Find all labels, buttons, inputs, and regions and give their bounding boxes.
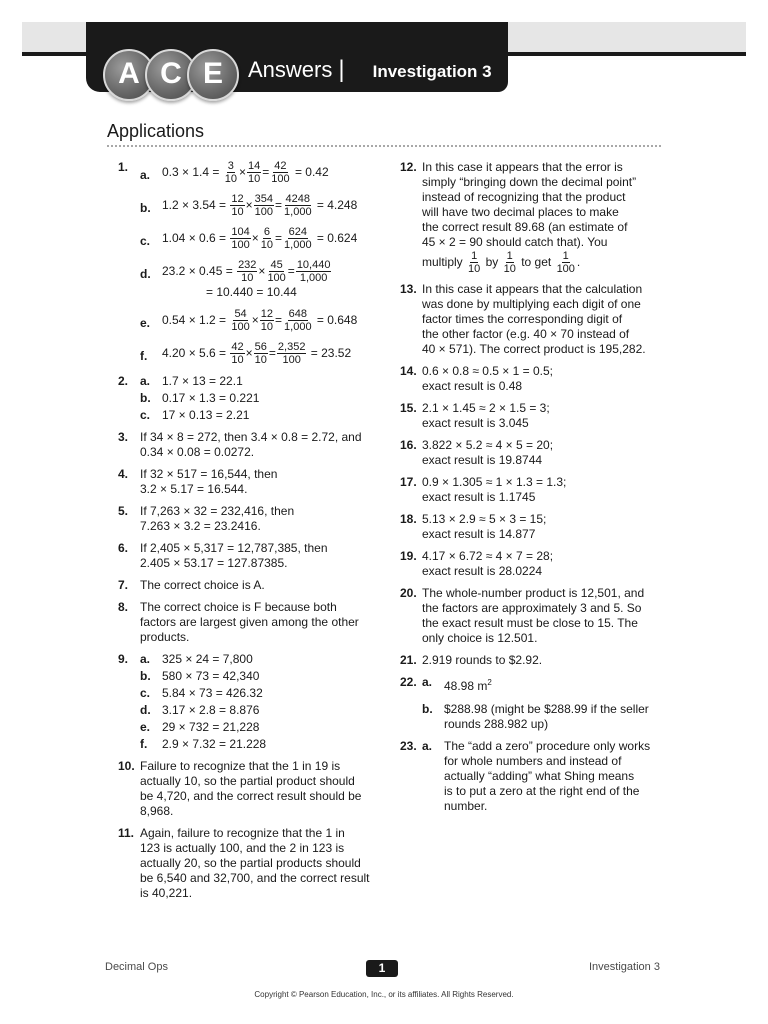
question-number: 23. <box>400 739 417 753</box>
text-line: 7.263 × 3.2 = 23.2416. <box>140 519 261 533</box>
equation-text: 23.2 × 0.45 = <box>162 264 237 278</box>
numerator: 232 <box>238 259 257 271</box>
answer-part <box>140 391 388 406</box>
answer-part <box>140 669 388 684</box>
text-line: the factors are approximately 3 and 5. So <box>422 601 642 615</box>
answer-part <box>140 720 388 735</box>
right-column <box>400 160 664 821</box>
part-text: 17 × 0.13 = 2.21 <box>162 408 250 422</box>
equation-text: × <box>258 264 266 278</box>
text-line: be 4,720, and the correct result should be <box>140 789 362 803</box>
text-line: In this case it appears that the error is <box>422 160 623 174</box>
answer-text <box>422 512 664 542</box>
question-number: 12. <box>400 160 417 174</box>
denominator: 10 <box>503 263 516 275</box>
numerator: 42 <box>231 341 244 353</box>
answer-text <box>140 541 388 571</box>
equation-text: × <box>251 313 259 327</box>
logo-ball-a: A <box>103 49 155 101</box>
question-item <box>400 282 664 357</box>
text-line: 8,968. <box>140 804 174 818</box>
numerator: 45 <box>270 259 283 271</box>
equation-text: multiply <box>422 255 467 269</box>
equation-text: 0.3 × 1.4 = <box>162 165 223 179</box>
question-12 <box>400 160 664 275</box>
answer-text <box>140 504 388 534</box>
question-number: 22. <box>400 675 417 689</box>
equation-text: = 0.42 <box>291 165 329 179</box>
question-item <box>118 430 388 460</box>
section-title: Applications <box>107 121 205 141</box>
question-item <box>400 438 664 468</box>
question-item <box>400 475 664 505</box>
numerator: 354 <box>254 193 274 205</box>
answer-text <box>140 430 388 460</box>
question-item <box>118 541 388 571</box>
text-line: exact result is 28.0224 <box>422 564 543 578</box>
fraction <box>467 250 481 275</box>
logo-ball-e: E <box>187 49 239 101</box>
equation-text: . <box>576 255 581 269</box>
part-text: 0.17 × 1.3 = 0.221 <box>162 391 260 405</box>
text-line: the other factor (e.g. 40 × 70 instead of <box>422 327 630 341</box>
question-number: 21. <box>400 653 417 667</box>
numerator: 12 <box>260 308 274 320</box>
text-line: If 34 × 8 = 272, then 3.4 × 0.8 = 2.72, and <box>140 430 362 444</box>
text-line: 2.405 × 53.17 = 127.87385. <box>140 556 288 570</box>
answer-text <box>422 653 664 668</box>
answer-text <box>422 549 664 579</box>
denominator: 100 <box>254 206 274 218</box>
numerator: 648 <box>288 308 307 320</box>
fraction <box>237 259 257 284</box>
equation-text: by <box>482 255 502 269</box>
text-line: 123 is actually 100, and the 2 in 123 is <box>140 841 345 855</box>
question-9 <box>118 652 388 752</box>
denominator: 100 <box>556 263 575 275</box>
numerator: 1 <box>562 250 569 262</box>
text-line: for whole numbers and instead of <box>444 754 622 768</box>
equation-text: × <box>245 198 253 212</box>
question-number: 1. <box>118 160 129 174</box>
answer-text <box>422 586 664 646</box>
answer-text <box>140 467 388 497</box>
denominator: 10 <box>231 354 244 366</box>
area-value: 48.98 m <box>444 679 488 693</box>
equation-text: = <box>275 313 283 327</box>
question-2 <box>118 374 388 423</box>
answer-text <box>140 759 388 819</box>
equation-text: = <box>287 264 295 278</box>
questions-10-to-11 <box>118 759 388 901</box>
section-divider <box>107 145 661 147</box>
question-number: 13. <box>400 282 417 296</box>
text-line: exact result is 19.8744 <box>422 453 543 467</box>
question-item <box>118 504 388 534</box>
question-number: 19. <box>400 549 417 563</box>
question-item <box>400 653 664 668</box>
fraction <box>254 341 268 366</box>
text-line: the exact result must be close to 15. The <box>422 616 638 630</box>
question-number: 18. <box>400 512 417 526</box>
text-line: rounds 288.982 up) <box>444 717 549 731</box>
equation <box>162 341 388 366</box>
denominator: 10 <box>231 206 244 218</box>
text-line: is 40,221. <box>140 886 193 900</box>
text-line: was done by multiplying each digit of one <box>422 297 641 311</box>
header-answers: Answers <box>248 57 333 82</box>
numerator: 6 <box>263 226 270 238</box>
text-line: 2.1 × 1.45 ≈ 2 × 1.5 = 3; <box>422 401 550 415</box>
questions-13-to-21 <box>400 282 664 668</box>
numerator: 624 <box>288 226 307 238</box>
answer-part <box>140 408 388 423</box>
answer-part <box>140 703 388 718</box>
numerator: 1 <box>471 250 478 262</box>
logo-ball-c: C <box>145 49 197 101</box>
question-item <box>118 467 388 497</box>
answer-text <box>422 282 664 357</box>
text-line: The “add a zero” procedure only works <box>444 739 651 753</box>
part-label: a. <box>422 675 433 689</box>
text-line: 5.13 × 2.9 ≈ 5 × 3 = 15; <box>422 512 547 526</box>
fraction <box>283 226 313 251</box>
denominator: 1,000 <box>284 239 312 251</box>
denominator: 10 <box>241 272 254 284</box>
question-1-part <box>140 308 388 333</box>
question-number: 16. <box>400 438 417 452</box>
text-line: exact result is 0.48 <box>422 379 523 393</box>
text-line: actually “adding” what Shing means <box>444 769 635 783</box>
fraction <box>224 160 238 185</box>
question-item <box>400 549 664 579</box>
numerator: 10,440 <box>296 259 331 271</box>
questions-3-to-8 <box>118 430 388 645</box>
question-23-part-a <box>422 739 664 814</box>
denominator: 100 <box>267 272 286 284</box>
copyright-notice: Copyright © Pearson Education, Inc., or its affiliates. All Rights Reserved. <box>254 990 514 999</box>
equation-text: = 4.248 <box>313 198 358 212</box>
question-number: 10. <box>118 759 135 773</box>
fraction <box>270 160 290 185</box>
numerator: 42 <box>274 160 287 172</box>
denominator: 10 <box>468 263 481 275</box>
question-item <box>400 512 664 542</box>
fraction <box>247 160 261 185</box>
footer-unit-name: Decimal Ops <box>105 961 168 973</box>
equation <box>162 193 388 218</box>
equation-text: 1.2 × 3.54 = <box>162 198 230 212</box>
answer-text <box>140 826 388 901</box>
answer-text <box>140 600 388 645</box>
answer-text <box>422 401 664 431</box>
fraction <box>254 193 274 218</box>
question-number: 8. <box>118 600 129 614</box>
question-number: 20. <box>400 586 417 600</box>
text-line: If 7,263 × 32 = 232,416, then <box>140 504 295 518</box>
header-separator: | <box>338 56 345 83</box>
text-line: 40 × 571). The correct product is 195,282. <box>422 342 646 356</box>
text-line: the correct result 89.68 (an estimate of <box>422 220 628 234</box>
question-1-parts <box>140 160 388 366</box>
part-label: d. <box>140 703 151 717</box>
equation-text: = 23.52 <box>307 346 352 360</box>
equation-text: × <box>245 346 253 360</box>
part-label: a. <box>422 739 433 753</box>
text-line: be 6,540 and 32,700, and the correct result <box>140 871 370 885</box>
equation-text: to get <box>517 255 555 269</box>
answer-text <box>422 438 664 468</box>
equation <box>162 259 388 284</box>
text-line: 3.822 × 5.2 ≈ 4 × 5 = 20; <box>422 438 554 452</box>
equation-text: = <box>262 165 270 179</box>
text-line: factors are largest given among the other <box>140 615 359 629</box>
text-line: Failure to recognize that the 1 in 19 is <box>140 759 341 773</box>
part-label: f. <box>140 737 148 751</box>
fraction <box>296 259 332 284</box>
part-text: 1.7 × 13 = 22.1 <box>162 374 243 388</box>
equation-text: = 0.624 <box>313 231 358 245</box>
question-number: 3. <box>118 430 129 444</box>
text-line: exact result is 3.045 <box>422 416 529 430</box>
denominator: 100 <box>282 354 301 366</box>
question-1 <box>118 160 388 366</box>
question-1-part <box>140 226 388 251</box>
equation-text: = 0.648 <box>313 313 358 327</box>
equation-text: = <box>275 198 283 212</box>
denominator: 1,000 <box>284 321 312 333</box>
equation-text: 1.04 × 0.6 = <box>162 231 230 245</box>
part-text <box>444 702 664 732</box>
text-line: number. <box>444 799 488 813</box>
text-line: exact result is 1.1745 <box>422 490 536 504</box>
equation <box>162 160 388 185</box>
question-22-part-b <box>422 702 664 732</box>
denominator: 100 <box>231 321 250 333</box>
denominator: 100 <box>271 173 290 185</box>
numerator: 14 <box>247 160 261 172</box>
part-label: a. <box>140 374 151 388</box>
fraction <box>277 341 307 366</box>
fraction <box>230 226 250 251</box>
question-item <box>400 586 664 646</box>
exponent: 2 <box>487 678 492 687</box>
header-title <box>248 56 492 84</box>
numerator: 12 <box>231 193 244 205</box>
text-line: will have two decimal places to make <box>422 205 619 219</box>
part-label: c. <box>140 686 151 700</box>
fraction <box>556 250 576 275</box>
part-text: 2.9 × 7.32 = 21.228 <box>162 737 267 751</box>
equation <box>162 226 388 251</box>
question-item <box>118 578 388 593</box>
answer-part <box>140 374 388 389</box>
question-number: 9. <box>118 652 129 666</box>
header-subtitle: Investigation 3 <box>372 62 492 81</box>
denominator: 1,000 <box>299 272 328 284</box>
question-item <box>400 364 664 394</box>
question-number: 2. <box>118 374 129 388</box>
question-number: 11. <box>118 826 135 840</box>
text-line: 0.9 × 1.305 ≈ 1 × 1.3 = 1.3; <box>422 475 567 489</box>
text-line: is to put a zero at the right end of the <box>444 784 640 798</box>
part-text: 5.84 × 73 = 426.32 <box>162 686 263 700</box>
question-number: 5. <box>118 504 129 518</box>
question-1-part <box>140 160 388 185</box>
answer-part <box>140 686 388 701</box>
text-line: exact result is 14.877 <box>422 527 536 541</box>
fraction <box>503 250 517 275</box>
denominator: 1,000 <box>284 206 312 218</box>
answer-text <box>140 578 388 593</box>
answer-part <box>140 737 388 752</box>
part-label: f. <box>140 349 148 363</box>
text-line: products. <box>140 630 190 644</box>
denominator: 10 <box>224 173 237 185</box>
text-line: The whole-number product is 12,501, and <box>422 586 645 600</box>
question-1-part <box>140 193 388 218</box>
question-number: 6. <box>118 541 129 555</box>
question-1-part <box>140 341 388 366</box>
part-text: 325 × 24 = 7,800 <box>162 652 253 666</box>
numerator: 2,352 <box>277 341 306 353</box>
part-label: d. <box>140 267 151 281</box>
fraction <box>230 193 244 218</box>
fraction <box>283 193 313 218</box>
question-item <box>118 759 388 819</box>
text-line: If 2,405 × 5,317 = 12,787,385, then <box>140 541 328 555</box>
text-line: only choice is 12.501. <box>422 631 538 645</box>
denominator: 10 <box>254 354 267 366</box>
text-line: 4.17 × 6.72 ≈ 4 × 7 = 28; <box>422 549 554 563</box>
part-text: 29 × 732 = 21,228 <box>162 720 260 734</box>
text-line: actually 20, so the partial products should <box>140 856 361 870</box>
text-line: actually 10, so the partial product should <box>140 774 355 788</box>
question-number: 4. <box>118 467 129 481</box>
part-text <box>444 739 664 814</box>
text-line: If 32 × 517 = 16,544, then <box>140 467 278 481</box>
question-number: 17. <box>400 475 417 489</box>
part-label: e. <box>140 316 151 330</box>
text-line: instead of recognizing that the product <box>422 190 626 204</box>
equation-continuation: = 10.440 = 10.44 <box>206 285 297 299</box>
part-label: b. <box>422 702 433 716</box>
question-number: 14. <box>400 364 417 378</box>
question-number: 7. <box>118 578 129 592</box>
question-item <box>400 401 664 431</box>
equation-text: 4.20 × 5.6 = <box>162 346 230 360</box>
text-line: 3.2 × 5.17 = 16.544. <box>140 482 248 496</box>
part-label: b. <box>140 391 151 405</box>
text-line: 0.34 × 0.08 = 0.0272. <box>140 445 255 459</box>
question-9-parts <box>140 652 388 752</box>
footer-investigation: Investigation 3 <box>589 961 660 973</box>
question-1-part <box>140 259 388 300</box>
part-label: e. <box>140 720 151 734</box>
answer-part <box>140 652 388 667</box>
question-22 <box>400 675 664 732</box>
text-line: 45 × 2 = 90 should catch that). You <box>422 235 608 249</box>
denominator: 10 <box>260 239 274 251</box>
left-column <box>118 160 388 908</box>
question-12-text <box>422 160 664 250</box>
text-line: The correct choice is F because both <box>140 600 337 614</box>
equation-text: = <box>275 231 283 245</box>
text-line: factor times the corresponding digit of <box>422 312 623 326</box>
denominator: 10 <box>247 173 261 185</box>
part-label: a. <box>140 168 151 182</box>
fraction <box>230 341 244 366</box>
text-line: $288.98 (might be $288.99 if the seller <box>444 702 649 716</box>
equation <box>162 308 388 333</box>
question-number: 15. <box>400 401 417 415</box>
part-label: b. <box>140 669 151 683</box>
text-line: Again, failure to recognize that the 1 in <box>140 826 345 840</box>
fraction <box>260 226 274 251</box>
part-text: 3.17 × 2.8 = 8.876 <box>162 703 260 717</box>
part-label: a. <box>140 652 151 666</box>
denominator: 10 <box>260 321 274 333</box>
question-12-fraction-line <box>422 250 664 275</box>
question-2-parts <box>140 374 388 423</box>
equation-text: = <box>268 346 276 360</box>
answer-text <box>422 364 664 394</box>
numerator: 3 <box>227 160 234 172</box>
numerator: 1 <box>506 250 513 262</box>
numerator: 54 <box>234 308 247 320</box>
part-text <box>444 675 664 694</box>
fraction <box>230 308 250 333</box>
text-line: 0.6 × 0.8 ≈ 0.5 × 1 = 0.5; <box>422 364 554 378</box>
text-line: 2.919 rounds to $2.92. <box>422 653 543 667</box>
ace-logo <box>103 49 233 101</box>
equation-text: × <box>251 231 259 245</box>
text-line: The correct choice is A. <box>140 578 265 592</box>
question-item <box>118 600 388 645</box>
text-line: In this case it appears that the calculation <box>422 282 643 296</box>
part-label: c. <box>140 234 151 248</box>
numerator: 104 <box>231 226 250 238</box>
equation-text: 0.54 × 1.2 = <box>162 313 230 327</box>
page-number: 1 <box>366 960 398 977</box>
fraction <box>283 308 313 333</box>
numerator: 56 <box>254 341 267 353</box>
denominator: 100 <box>231 239 250 251</box>
question-item <box>118 826 388 901</box>
text-line: simply “bringing down the decimal point” <box>422 175 637 189</box>
question-23 <box>400 739 664 814</box>
equation-text: × <box>238 165 246 179</box>
answer-text <box>422 475 664 505</box>
fraction <box>260 308 274 333</box>
part-label: b. <box>140 201 151 215</box>
numerator: 4248 <box>285 193 311 205</box>
question-22-part-a <box>422 675 664 694</box>
fraction <box>266 259 286 284</box>
part-label: c. <box>140 408 151 422</box>
part-text: 580 × 73 = 42,340 <box>162 669 260 683</box>
